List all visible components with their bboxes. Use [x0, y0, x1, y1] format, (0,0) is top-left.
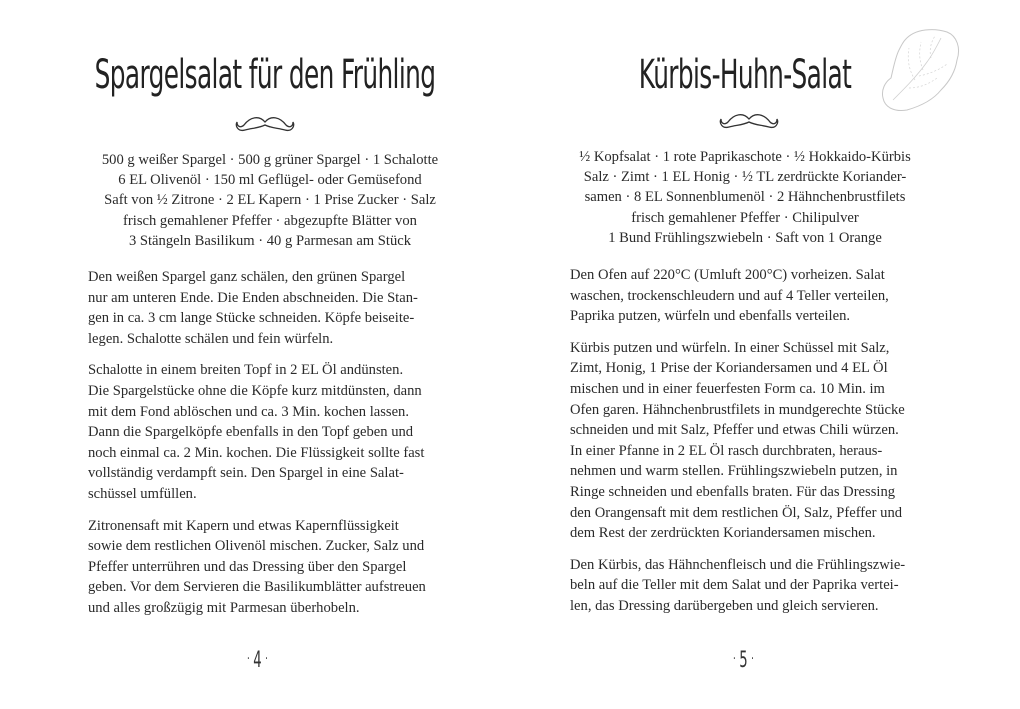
text-line: Den weißen Spargel ganz schälen, den grünen Spargel: [88, 269, 406, 285]
ingredient-line: frisch gemahlener Pfeffer · Chilipulver: [631, 209, 859, 226]
text-line: den Orangensaft mit dem restlichen Öl, Salz, Pfeffer und: [570, 504, 903, 521]
text-line: Ringe schneiden und ebenfalls braten. Für das Dressing: [570, 483, 896, 500]
text-line: beln auf die Teller mit dem Salat und der Paprika vertei-: [570, 577, 899, 594]
text-line: Ofen garen. Hähnchenbrustfilets in mundgerechte Stücke: [570, 401, 905, 418]
text-line: vollständig verdampft sein. Den Spargel in eine Salat-: [88, 465, 404, 482]
ingredient-line: Saft von ½ Zitrone · 2 EL Kapern · 1 Prise Zucker · Salz: [104, 192, 436, 209]
text-line: waschen, trockenschleudern und auf 4 Teller verteilen,: [570, 287, 889, 304]
method-paragraph: [570, 265, 960, 327]
text-line: geben. Vor dem Servieren die Basilikumblätter aufstreuen: [88, 579, 426, 596]
text-line: dem Rest der zerdrückten Koriandersamen mischen.: [570, 525, 876, 542]
method-paragraph: [88, 267, 468, 349]
text-line: mischen und in einer feuerfesten Form ca. 10 Min. im: [570, 380, 885, 397]
text-line: legen. Schalotte schälen und fein würfeln.: [88, 330, 334, 347]
page-number-value: 5: [739, 648, 748, 673]
text-line: nur am unteren Ende. Die Enden abschneiden. Die Stan-: [88, 289, 418, 306]
text-line: In einer Pfanne in 2 EL Öl rasch durchbraten, heraus-: [570, 442, 883, 459]
recipe-title: Kürbis-Huhn-Salat: [638, 52, 852, 98]
text-line: mit dem Fond ablöschen und ca. 3 Min. kochen lassen.: [88, 403, 410, 420]
text-line: schüssel umfüllen.: [88, 485, 197, 502]
text-line: Zitronensaft mit Kapern und etwas Kapernflüssigkeit: [88, 517, 399, 534]
text-line: Zimt, Honig, 1 Prise der Koriandersamen und 4 EL Öl: [570, 360, 888, 377]
ingredients-list: [70, 150, 470, 251]
text-line: Pfeffer unterrühren und das Dressing über den Spargel: [88, 558, 407, 575]
ingredient-line: 1 Bund Frühlingszwiebeln · Saft von 1 Orange: [608, 229, 882, 246]
method-paragraph: [570, 338, 960, 544]
method-paragraph: [88, 360, 468, 504]
text-line: len, das Dressing darübergeben und gleich servieren.: [570, 597, 879, 614]
page-number-value: 4: [253, 648, 262, 673]
method-text: [88, 267, 468, 630]
text-line: Schalotte in einem breiten Topf in 2 EL Öl andünsten.: [88, 362, 404, 379]
ingredient-line: 6 EL Olivenöl · 150 ml Geflügel- oder Gemüsefond: [118, 172, 422, 189]
text-line: nehmen und warm stellen. Frühlingszwiebeln putzen, in: [570, 463, 898, 480]
ingredient-line: samen · 8 EL Sonnenblumenöl · 2 Hähnchenbrustfilets: [584, 189, 906, 206]
method-paragraph: [88, 516, 468, 619]
method-text: [570, 265, 960, 628]
page-number: [243, 648, 271, 673]
ingredient-line: frisch gemahlener Pfeffer · abgezupfte Blätter von: [123, 212, 417, 229]
text-line: noch einmal ca. 2 Min. kochen. Die Flüssigkeit sollte fast: [88, 444, 425, 461]
dot-ornament: ·: [246, 651, 250, 667]
ingredient-line: 500 g weißer Spargel · 500 g grüner Spargel · 1 Schalotte: [101, 152, 439, 168]
ingredient-line: ½ Kopfsalat · 1 rote Paprikaschote · ½ Hokkaido-Kürbis: [579, 149, 911, 165]
text-line: schneiden und mit Salz, Pfeffer und etwas Chili würzen.: [570, 422, 899, 439]
right-page: [510, 0, 1020, 709]
ingredient-line: 3 Stängeln Basilikum · 40 g Parmesan am Stück: [128, 232, 412, 249]
text-line: gen in ca. 3 cm lange Stücke schneiden. Köpfe beiseite-: [88, 310, 415, 327]
dot-ornament: ·: [751, 651, 754, 667]
text-line: Kürbis putzen und würfeln. In einer Schüssel mit Salz,: [570, 339, 890, 356]
text-line: Dann die Spargelköpfe ebenfalls in den Topf geben und: [88, 424, 414, 441]
dot-ornament: ·: [265, 651, 268, 667]
text-line: Die Spargelstücke ohne die Köpfe kurz mitdünsten, dann: [88, 382, 422, 399]
ingredient-line: Salz · Zimt · 1 EL Honig · ½ TL zerdrückte Koriander-: [583, 169, 907, 186]
page-number: [729, 648, 757, 673]
ingredients-list: [540, 147, 950, 248]
text-line: Paprika putzen, würfeln und ebenfalls verteilen.: [570, 308, 851, 325]
method-paragraph: [570, 555, 960, 617]
dot-ornament: ·: [732, 651, 736, 667]
mustache-icon: [234, 113, 296, 135]
recipe-title: Spargelsalat für den Frühling: [94, 52, 436, 98]
mustache-icon: [718, 110, 780, 132]
text-line: sowie dem restlichen Olivenöl mischen. Zucker, Salz und: [88, 538, 425, 555]
text-line: Den Kürbis, das Hähnchenfleisch und die Frühlingszwie-: [570, 556, 906, 573]
text-line: und alles großzügig mit Parmesan überhobeln.: [88, 599, 360, 616]
text-line: Den Ofen auf 220°C (Umluft 200°C) vorheizen. Salat: [570, 267, 885, 283]
